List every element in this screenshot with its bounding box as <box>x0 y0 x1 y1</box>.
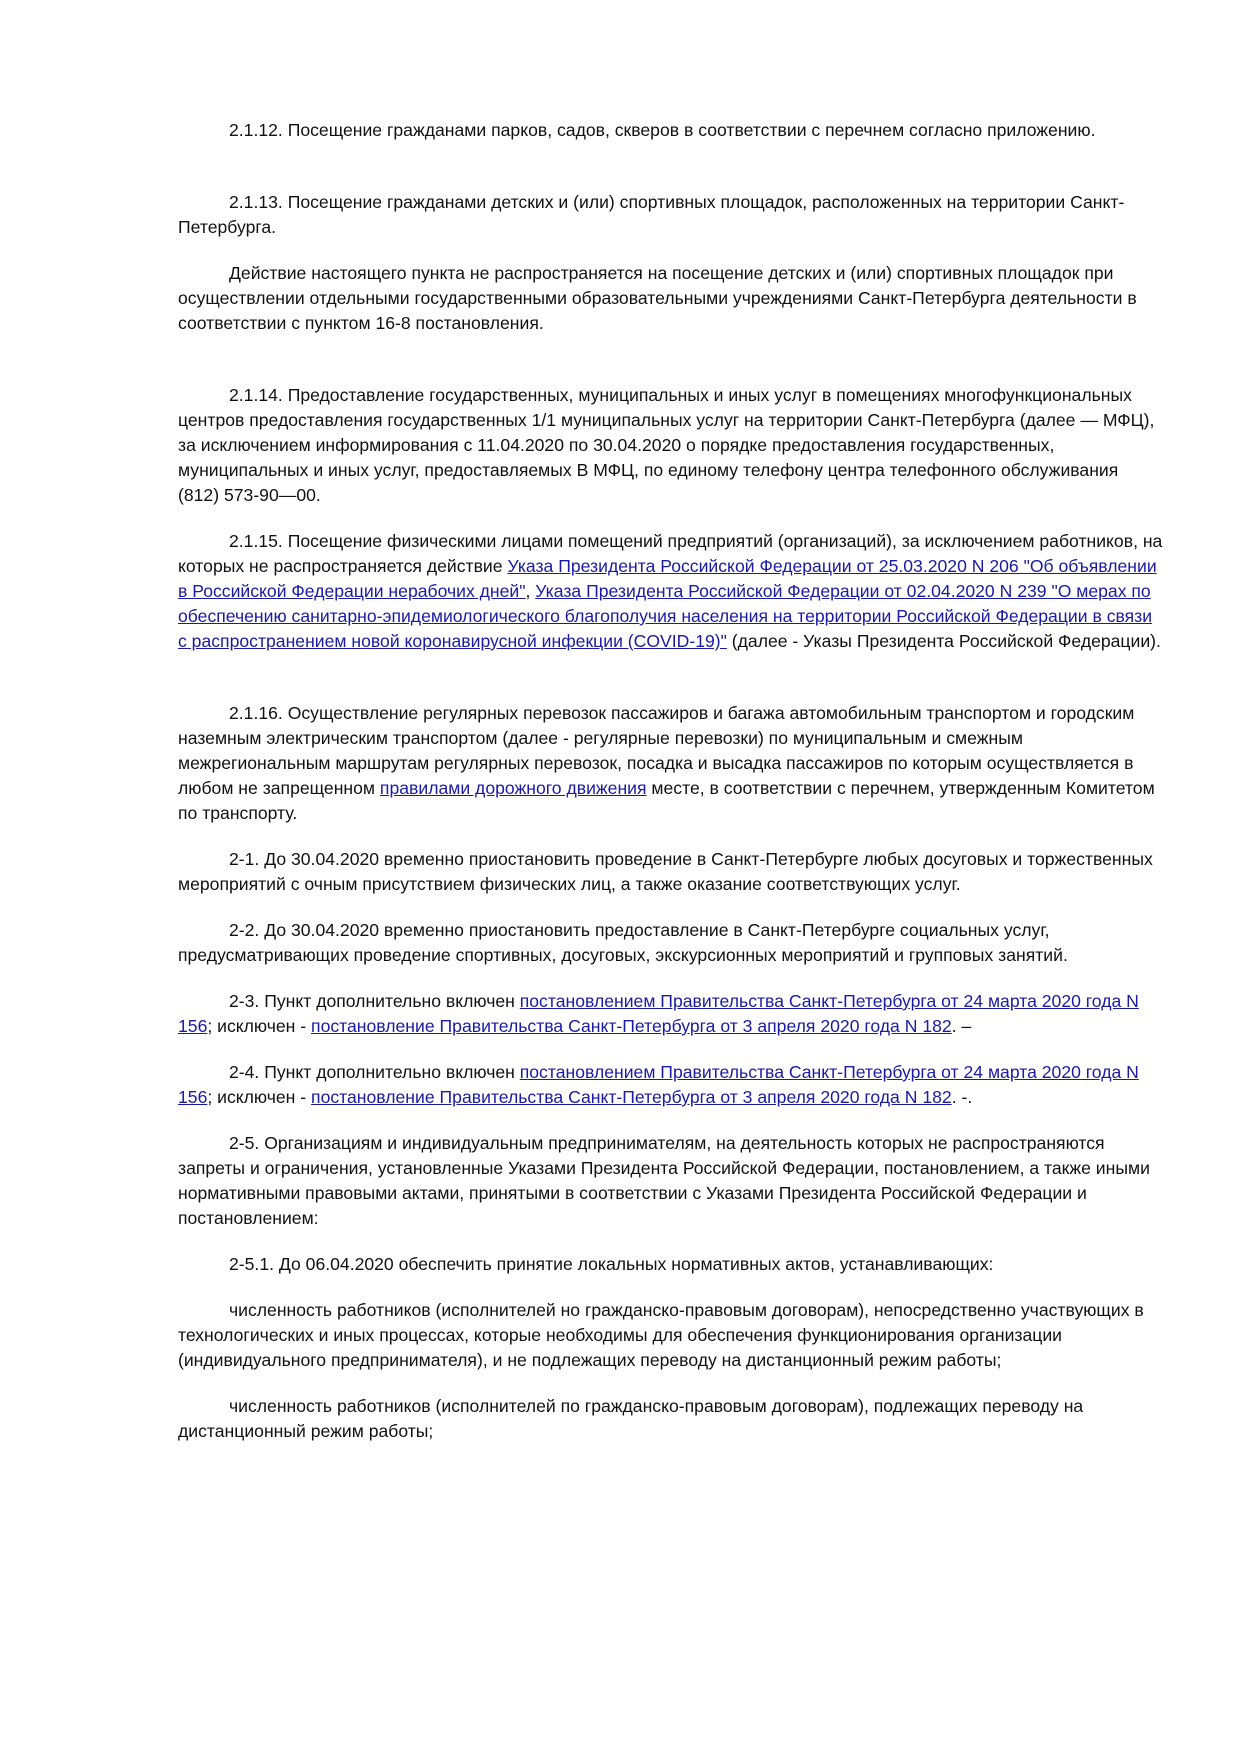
text-segment: 2-2. До 30.04.2020 временно приостановить предоставление в Санкт-Петербурге социальных услуг, предусматривающих проведение спортивных, досуговых, экскурсионных мероприятий и групповых занятий. <box>178 920 1068 965</box>
paragraph-staff-remote <box>178 1394 1163 1444</box>
text-segment: (далее - Указы Президента Российской Федерации). <box>726 631 1161 651</box>
document-body <box>178 118 1163 1444</box>
decree-239-link[interactable]: Указа Президента Российской Федерации от 02.04.2020 N 239 "О мерах по обеспечению санитарно-эпидемиологического благополучия населения на территории Российской Федерации в связи с распространением новой коронавирусной инфекции (COVID-19)" <box>178 581 1153 651</box>
paragraph-2-1-13-note <box>178 261 1163 336</box>
text-segment: Действие настоящего пункта не распространяется на посещение детских и (или) спортивных площадок при осуществлении отдельными государственными образовательными учреждениями Санкт-Петербурга деятельности в соответствии с пунктом 16-8 постановления. <box>178 263 1137 333</box>
text-segment: . – <box>951 1016 972 1036</box>
text-segment: месте, в соответствии с перечнем, утвержденным Комитетом по транспорту. <box>178 778 1155 823</box>
traffic-rules-link[interactable]: правилами дорожного движения <box>379 778 647 798</box>
text-segment: ; исключен - <box>207 1087 312 1107</box>
text-segment: . -. <box>951 1087 973 1107</box>
text-segment: 2.1.16. Осуществление регулярных перевозок пассажиров и багажа автомобильным транспортом и городским наземным электрическим транспортом (далее - регулярные перевозки) по муниципальным и смежным межрегиональным маршрутам регулярных перевозок, посадка и высадка пассажиров по которым осуществляется в любом не запрещенном <box>178 703 1135 798</box>
text-segment: 2-4. Пункт дополнительно включен <box>229 1062 520 1082</box>
paragraph-2-1-12 <box>178 118 1163 143</box>
text-segment: 2.1.13. Посещение гражданами детских и (или) спортивных площадок, расположенных на территории Санкт-Петербурга. <box>178 192 1125 237</box>
paragraph-2-1-13 <box>178 190 1163 240</box>
text-segment: 2-3. Пункт дополнительно включен <box>229 991 520 1011</box>
paragraph-2-3 <box>178 989 1163 1039</box>
paragraph-2-1-16 <box>178 701 1163 826</box>
text-segment: 2-1. До 30.04.2020 временно приостановить проведение в Санкт-Петербурге любых досуговых и торжественных мероприятий с очным присутствием физических лиц, а также оказание соответствующих услуг. <box>178 849 1153 894</box>
paragraph-2-1-14 <box>178 383 1163 508</box>
text-segment: численность работников (исполнителей но гражданско-правовым договорам), непосредственно участвующих в технологических и иных процессах, которые необходимы для обеспечения функционирования организации (индивидуального предпринимателя), и не подлежащих переводу на дистанционный режим работы; <box>178 1300 1144 1370</box>
decree-206-link[interactable]: Указа Президента Российской Федерации от 25.03.2020 N 206 "Об объявлении в Российской Федерации нерабочих дней" <box>178 556 1157 601</box>
paragraph-2-4 <box>178 1060 1163 1110</box>
resolution-182-link[interactable]: постановление Правительства Санкт-Петербурга от 3 апреля 2020 года N 182 <box>311 1087 952 1107</box>
paragraph-2-1 <box>178 847 1163 897</box>
resolution-156-link[interactable]: постановлением Правительства Санкт-Петербурга от 24 марта 2020 года N 156 <box>178 1062 1139 1107</box>
text-segment: 2.1.14. Предоставление государственных, муниципальных и иных услуг в помещениях многофункциональных центров предоставления государственных 1/1 муниципальных услуг на территории Санкт-Петербурга (далее — МФЦ), за исключением информирования с 11.04.2020 по 30.04.2020 о порядке предоставления государственных, муниципальных и иных услуг, предоставляемых В МФЦ, по единому телефону центра телефонного обслуживания (812) 573-90—00. <box>178 385 1155 505</box>
resolution-156-link[interactable]: постановлением Правительства Санкт-Петербурга от 24 марта 2020 года N 156 <box>178 991 1139 1036</box>
text-segment: численность работников (исполнителей по гражданско-правовым договорам), подлежащих переводу на дистанционный режим работы; <box>178 1396 1084 1441</box>
paragraph-2-1-15 <box>178 529 1163 654</box>
paragraph-2-5-1 <box>178 1252 1163 1277</box>
text-segment: ; исключен - <box>207 1016 312 1036</box>
text-segment: 2.1.15. Посещение физическими лицами помещений предприятий (организаций), за исключением работников, на которых не распространяется действие <box>178 531 1163 576</box>
paragraph-2-2 <box>178 918 1163 968</box>
paragraph-staff-onsite <box>178 1298 1163 1373</box>
paragraph-2-5 <box>178 1131 1163 1231</box>
text-segment: 2.1.12. Посещение гражданами парков, садов, скверов в соответствии с перечнем согласно приложению. <box>229 120 1096 140</box>
text-segment: 2-5. Организациям и индивидуальным предпринимателям, на деятельность которых не распространяются запреты и ограничения, установленные Указами Президента Российской Федерации, постановлением, а также иными нормативными правовыми актами, принятыми в соответствии с Указами Президента Российской Федерации и постановлением: <box>178 1133 1150 1228</box>
text-segment: , <box>525 581 536 601</box>
resolution-182-link[interactable]: постановление Правительства Санкт-Петербурга от 3 апреля 2020 года N 182 <box>311 1016 952 1036</box>
text-segment: 2-5.1. До 06.04.2020 обеспечить принятие локальных нормативных актов, устанавливающих: <box>229 1254 994 1274</box>
